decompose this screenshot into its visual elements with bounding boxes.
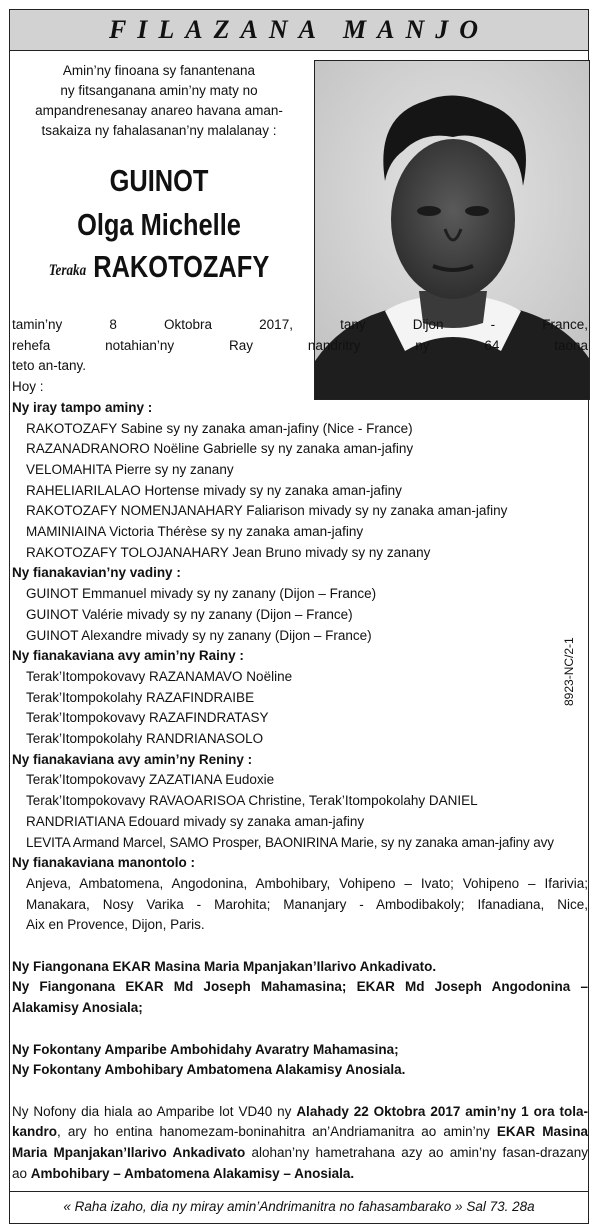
- paternal-family-line: Terak’Itompokovavy RAZAFINDRATASY: [26, 710, 269, 726]
- deceased-maiden-name: RAKOTOZAFY: [93, 249, 270, 284]
- sibling-line: RAKOTOZAFY Sabine sy ny zanaka aman-jafiny (Nice - France): [26, 420, 413, 436]
- sibling-line: RAZANADRANORO Noëline Gabrielle sy ny zanaka aman-jafiny: [26, 441, 414, 457]
- paternal-family-line: Terak’Itompokolahy RANDRIANASOLO: [26, 731, 264, 747]
- funeral-text: Ny Nofony dia hiala ao Amparibe lot VD40 ny: [12, 1103, 297, 1119]
- fokontany-line: Ny Fokontany Ambohibary Ambatomena Alakamisy Anosiala.: [12, 1062, 406, 1078]
- funeral-line: [12, 1143, 588, 1164]
- paternal-family-line: Terak’Itompokovavy RAZANAMAVO Noëline: [26, 668, 293, 684]
- sibling-line: RAHELIARILALAO Hortense mivady sy ny zanaka aman-jafiny: [26, 482, 402, 498]
- paternal-family-heading: Ny fianakaviana avy amin’ny Rainy :: [12, 648, 244, 664]
- spouse-family-line: GUINOT Valérie mivady sy ny zanany (Dijon – France): [26, 606, 353, 622]
- funeral-line: [12, 1102, 588, 1123]
- maternal-family-line: Terak’Itompokovavy RAVAOARISOA Christine, Terak’Itompokolahy DANIEL: [26, 793, 478, 809]
- notice-title: FILAZANA MANJO: [108, 15, 490, 44]
- intro-line: ampandrenesanay anareo havana aman-: [35, 103, 283, 118]
- intro-line: Amin’ny finoana sy fanantenana: [62, 63, 256, 78]
- maternal-family-line: RANDRIATIANA Edouard mivady sy zanaka aman-jafiny: [26, 813, 365, 829]
- burial-place: Ambohibary – Ambatomena Alakamisy – Anosiala.: [30, 1165, 355, 1181]
- header-band: [10, 10, 588, 51]
- spouse-family-heading: Ny fianakavian’ny vadiny :: [12, 565, 181, 581]
- funeral-text: , ary ho entina hanomezam-boninahitra an’Andriamanitra ao amin’ny: [57, 1124, 497, 1140]
- church-line: Alakamisy Anosiala;: [12, 1000, 143, 1016]
- bible-verse: « Raha izaho, dia ny miray amin’Andrimanitra no fahasambarako » Sal 73. 28a: [63, 1199, 535, 1214]
- funeral-church: Maria Mpanjakan’Ilarivo Ankadivato: [12, 1145, 246, 1161]
- funeral-line: [12, 1122, 588, 1143]
- intro-text: [14, 61, 304, 141]
- death-notice-line: tamin’ny 8 Oktobra 2017, tany Dijon - France,: [12, 317, 588, 332]
- maternal-family-line: LEVITA Armand Marcel, SAMO Prosper, BAONIRINA Marie, sy ny zanaka aman-jafiny avy: [26, 834, 554, 850]
- sibling-line: RAKOTOZAFY NOMENJANAHARY Faliarison mivady sy ny zanaka aman-jafiny: [26, 503, 508, 519]
- funeral-line: [12, 1164, 592, 1185]
- reference-code: 8923-NC/2-1: [562, 637, 576, 706]
- church-line: Ny Fiangonana EKAR Md Joseph Mahamasina; EKAR Md Joseph Angodonina –: [12, 979, 588, 995]
- funeral-text: alohan’ny hametrahana azy ao amin’ny fasan-drazany: [245, 1145, 588, 1161]
- intro-line: ny fitsanganana amin’ny maty no: [60, 83, 258, 98]
- funeral-date: Alahady 22 Oktobra 2017 amin’ny 1 ora tola-: [296, 1103, 589, 1119]
- sibling-line: RAKOTOZAFY TOLOJANAHARY Jean Bruno mivady sy ny zanany: [26, 544, 431, 560]
- maternal-family-heading: Ny fianakaviana avy amin’ny Reniny :: [12, 751, 253, 767]
- spouse-family-line: GUINOT Alexandre mivady sy ny zanany (Dijon – France): [26, 627, 372, 643]
- death-notice-line: rehefa notahian’ny Ray nandritry ny 64 taona: [12, 337, 588, 353]
- teraka-label: Teraka: [48, 262, 87, 279]
- funeral-text: ao: [12, 1165, 31, 1181]
- extended-family-heading: Ny fianakaviana manontolo :: [12, 855, 196, 871]
- death-notice-line: teto an-tany.: [12, 358, 87, 374]
- sibling-line: VELOMAHITA Pierre sy ny zanany: [26, 461, 234, 477]
- deceased-maiden-name-line: [40, 249, 278, 285]
- extended-family-line: Anjeva, Ambatomena, Angodonina, Ambohibary, Vohipeno – Ivato; Vohipeno – Ifarivia;: [26, 875, 588, 891]
- sibling-line: MAMINIAINA Victoria Thérèse sy ny zanaka aman-jafiny: [26, 524, 364, 540]
- verse-divider: [10, 1191, 588, 1192]
- fokontany-line: Ny Fokontany Amparibe Ambohidahy Avaratry Mahamasina;: [12, 1041, 399, 1057]
- notice-body: [12, 315, 592, 1184]
- intro-line: tsakaiza ny fahalasanan’ny malalanay :: [41, 123, 277, 138]
- siblings-heading: Ny iray tampo aminy :: [12, 399, 153, 415]
- funeral-time: kandro: [12, 1124, 58, 1140]
- extended-family-line: Manakara, Nosy Varika - Marohita; Mananjary - Ambodibakoly; Ifanadiana, Nice,: [26, 896, 588, 912]
- paternal-family-line: Terak’Itompokolahy RAZAFINDRAIBE: [26, 689, 255, 705]
- maternal-family-line: Terak’Itompokovavy ZAZATIANA Eudoxie: [26, 772, 275, 788]
- extended-family-line: Aix en Provence, Dijon, Paris.: [26, 917, 205, 933]
- funeral-church: EKAR Masina: [496, 1124, 588, 1140]
- deceased-given-names: Olga Michelle: [77, 207, 241, 242]
- church-line: Ny Fiangonana EKAR Masina Maria Mpanjakan’Ilarivo Ankadivato.: [12, 958, 437, 974]
- deceased-surname: GUINOT: [109, 163, 209, 198]
- spouse-family-line: GUINOT Emmanuel mivady sy ny zanany (Dijon – France): [26, 586, 377, 602]
- death-notice-line: Hoy :: [12, 379, 44, 395]
